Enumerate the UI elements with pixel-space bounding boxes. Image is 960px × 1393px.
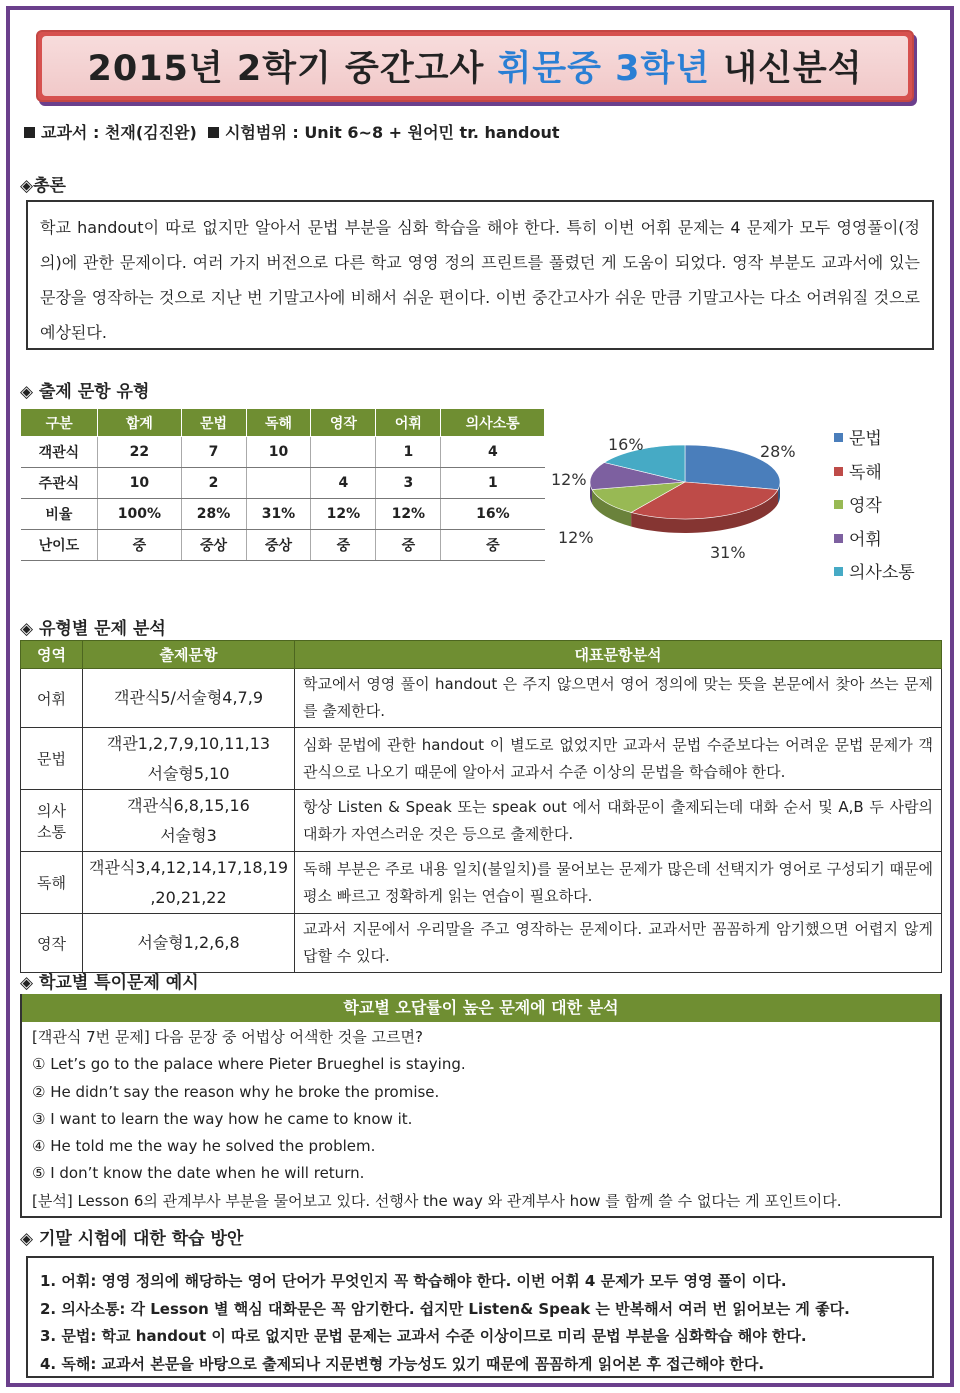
legend-item <box>834 525 915 559</box>
square-bullet-icon <box>24 127 35 138</box>
table-cell: 1 <box>441 468 545 499</box>
table-row <box>21 437 545 468</box>
table-cell: 객관식 <box>21 437 98 468</box>
analysis-cell: 학교에서 영영 풀이 handout 은 주지 않으면서 영어 정의에 맞는 뜻을 본문에서 찾아 쓰는 문제를 출제한다. <box>295 669 942 728</box>
table-header-cell: 합계 <box>98 409 181 437</box>
legend-label: 영작 <box>849 496 882 516</box>
pie-label-reading: 31% <box>710 543 746 562</box>
table-cell: 12% <box>311 499 376 530</box>
table-cell: 100% <box>98 499 181 530</box>
table-cell: 16% <box>441 499 545 530</box>
study-plan-box <box>26 1256 934 1378</box>
table-header-row <box>21 409 545 437</box>
header-area: 영역 <box>21 641 83 669</box>
legend-swatch <box>834 467 843 476</box>
textbook-info: 교과서 : 천재(김진완) <box>41 123 197 142</box>
table-row <box>21 852 942 914</box>
table-row <box>21 914 942 973</box>
table-header-row <box>21 641 942 669</box>
table-row <box>21 728 942 790</box>
legend-label: 문법 <box>849 429 882 449</box>
header-items: 출제문항 <box>83 641 295 669</box>
answer-option: ⑤ I don’t know the date when he will return. <box>32 1164 365 1183</box>
table-header-cell: 영작 <box>311 409 376 437</box>
header-analysis: 대표문항분석 <box>295 641 942 669</box>
plan-item: 4. 독해: 교과서 본문을 바탕으로 출제되나 지문변형 가능성도 있기 때문에 꼼꼼하게 읽어본 후 접근해야 한다. <box>40 1354 765 1373</box>
legend-swatch <box>834 500 843 509</box>
question-types-table <box>20 408 545 561</box>
table-cell <box>246 468 311 499</box>
table-cell: 1 <box>376 437 441 468</box>
pie-label-vocabulary: 12% <box>551 470 587 489</box>
table-row <box>21 790 942 852</box>
table-cell: 31% <box>246 499 311 530</box>
question-types-heading: ◈ 출제 문항 유형 <box>20 382 150 402</box>
summary-box <box>26 200 934 350</box>
table-row <box>21 669 942 728</box>
answer-option: ① Let’s go to the palace where Pieter Brueghel is staying. <box>32 1055 466 1074</box>
area-cell: 독해 <box>21 852 83 914</box>
table-cell: 4 <box>441 437 545 468</box>
table-cell: 비율 <box>21 499 98 530</box>
table-cell <box>311 437 376 468</box>
school-examples-box <box>20 994 942 1218</box>
scope-info: 시험범위 : Unit 6~8 + 원어민 tr. handout <box>224 123 560 142</box>
table-header-cell: 문법 <box>181 409 246 437</box>
table-cell: 중 <box>376 530 441 561</box>
school-examples-heading: ◈ 학교별 특이문제 예시 <box>20 973 199 993</box>
table-cell: 난이도 <box>21 530 98 561</box>
items-cell: 객관식3,4,12,14,17,18,19 ,20,21,22 <box>83 852 295 914</box>
items-cell: 객관식5/서술형4,7,9 <box>83 669 295 728</box>
answer-options <box>32 1051 930 1187</box>
type-analysis-table <box>20 640 942 973</box>
legend-item <box>834 491 915 525</box>
square-bullet-icon <box>208 127 219 138</box>
legend-swatch <box>834 433 843 442</box>
pie-label-communication: 16% <box>608 435 644 454</box>
question-analysis: [분석] Lesson 6의 관계부사 부분을 물어보고 있다. 선행사 the way 와 관계부사 how 를 함께 쓸 수 없다는 게 포인트이다. <box>32 1191 842 1210</box>
type-analysis-heading: ◈ 유형별 문제 분석 <box>20 619 166 639</box>
table-row <box>21 468 545 499</box>
answer-option: ④ He told me the way he solved the problem. <box>32 1137 376 1156</box>
items-cell: 객관식6,8,15,16 서술형3 <box>83 790 295 852</box>
analysis-cell: 교과서 지문에서 우리말을 주고 영작하는 문제이다. 교과서만 꼼꼼하게 암기했으면 어렵지 않게 답할 수 있다. <box>295 914 942 973</box>
table-row <box>21 499 545 530</box>
items-cell: 객관1,2,7,9,10,11,13 서술형5,10 <box>83 728 295 790</box>
legend-swatch <box>834 534 843 543</box>
table-cell: 28% <box>181 499 246 530</box>
table-cell: 중상 <box>246 530 311 561</box>
area-cell: 문법 <box>21 728 83 790</box>
study-plan-heading: ◈ 기말 시험에 대한 학습 방안 <box>20 1229 244 1249</box>
page-title: 2015년 2학기 중간고사 휘문중 3학년 내신분석 <box>42 36 908 96</box>
table-cell: 중 <box>98 530 181 561</box>
table-cell: 10 <box>98 468 181 499</box>
area-cell: 영작 <box>21 914 83 973</box>
summary-text: 학교 handout이 따로 없지만 알아서 문법 부분을 심화 학습을 해야 한다. 특히 이번 어휘 문제는 4 문제가 모두 영영풀이(정의)에 관한 문제이다. 여러 가지 버전으로 다른 학교 영영 정의 프린트를 풀렸던 게 도움이 되었다. 영작 부분도 교과서에 있는 문장을 영작하는 것으로 지난 번 기말고사에 비해서 쉬운 편이다. 이번 중간고사가 쉬운 만큼 기말고사는 다소 어려워질 것으로 예상된다. <box>40 218 920 342</box>
question-text: [객관식 7번 문제] 다음 문장 중 어법상 어색한 것을 고르면? <box>32 1028 423 1046</box>
legend-label: 독해 <box>849 462 882 483</box>
table-header-cell: 구분 <box>21 409 98 437</box>
table-cell: 22 <box>98 437 181 468</box>
plan-item: 3. 문법: 학교 handout 이 따로 없지만 문법 문제는 교과서 수준 이상이므로 미리 문법 부분을 심화학습 해야 한다. <box>40 1327 807 1345</box>
analysis-cell: 항상 Listen & Speak 또는 speak out 에서 대화문이 출제되는데 대화 순서 및 A,B 두 사람의 대화가 자연스러운 것은 등으로 출제한다. <box>295 790 942 852</box>
table-cell: 주관식 <box>21 468 98 499</box>
legend-label: 어휘 <box>849 529 882 550</box>
title-highlight: 휘문중 3학년 <box>497 49 711 89</box>
legend-swatch <box>834 567 843 576</box>
table-header-cell: 어휘 <box>376 409 441 437</box>
table-cell: 12% <box>376 499 441 530</box>
info-line <box>24 120 560 143</box>
analysis-cell: 심화 문법에 관한 handout 이 별도로 없었지만 교과서 문법 수준보다는 어려운 문법 문제가 객관식으로 나오기 때문에 알아서 교과서 수준 이상의 문법을 학습해야 한다. <box>295 728 942 790</box>
pie-label-writing: 12% <box>558 528 594 547</box>
school-box-title: 학교별 오답률이 높은 문제에 대한 분석 <box>22 994 940 1022</box>
area-cell: 의사 소통 <box>21 790 83 852</box>
table-cell: 4 <box>311 468 376 499</box>
pie-label-grammar: 28% <box>760 442 796 461</box>
table-cell: 2 <box>181 468 246 499</box>
plan-item: 2. 의사소통: 각 Lesson 별 핵심 대화문은 꼭 암기한다. 쉽지만 Listen& Speak 는 반복해서 여러 번 읽어보는 게 좋다. <box>40 1299 850 1318</box>
legend-item <box>834 558 915 592</box>
analysis-cell: 독해 부분은 주로 내용 일치(불일치)를 물어보는 문제가 많은데 선택지가 영어로 구성되기 때문에 평소 빠르고 정확하게 읽는 연습이 필요하다. <box>295 852 942 914</box>
legend-label: 의사소통 <box>849 563 915 583</box>
table-cell: 3 <box>376 468 441 499</box>
chart-legend <box>834 424 915 592</box>
table-header-cell: 독해 <box>246 409 311 437</box>
table-header-cell: 의사소통 <box>441 409 545 437</box>
summary-heading: ◈총론 <box>20 176 66 196</box>
title-banner <box>36 30 914 102</box>
table-cell: 중 <box>441 530 545 561</box>
table-row <box>21 530 545 561</box>
answer-option: ③ I want to learn the way how he came to know it. <box>32 1109 413 1128</box>
table-cell: 7 <box>181 437 246 468</box>
area-cell: 어휘 <box>21 669 83 728</box>
items-cell: 서술형1,2,6,8 <box>83 914 295 973</box>
plan-item: 1. 어휘: 영영 정의에 해당하는 영어 단어가 무엇인지 꼭 학습해야 한다. 이번 어휘 4 문제가 모두 영영 풀이 이다. <box>40 1272 787 1290</box>
answer-option: ② He didn’t say the reason why he broke the promise. <box>32 1082 440 1101</box>
legend-item <box>834 458 915 492</box>
legend-item <box>834 424 915 458</box>
table-cell: 중상 <box>181 530 246 561</box>
table-cell: 10 <box>246 437 311 468</box>
table-cell: 중 <box>311 530 376 561</box>
